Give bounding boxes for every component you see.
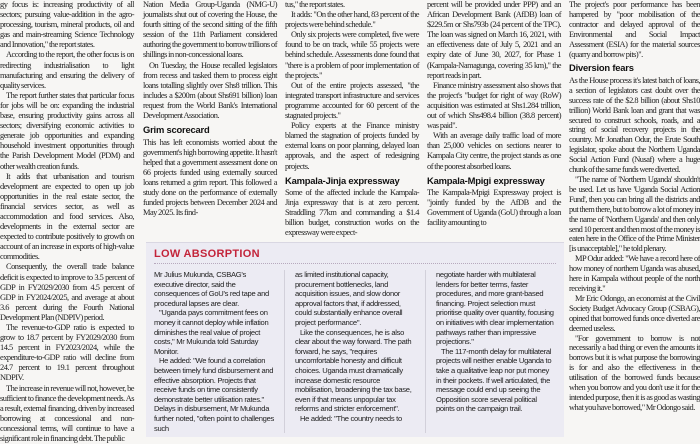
paragraph: negotiate harder with multilateral lenders for better terms, faster procedures, and more grant-based financing. Project selection must prioritise quality over quantity, focusing on initiatives with clear implementation pathways rather than impressive projections.": [436, 270, 554, 347]
paragraph: He added: "The country needs to: [300, 413, 402, 423]
sidebar-box-title: LOW ABSORPTION: [154, 248, 260, 260]
paragraph: It adds: "On the other hand, 83 percent of the projects were behind schedule.": [285, 10, 419, 30]
section-heading: Kampala-Mpigi expressway: [427, 174, 545, 186]
paragraph: The 117-month delay for multilateral projects will neither enable Uganda to take a qualitative leap nor put money in their pockets. If well articulated, the message could end up seeing the Opposition score several political points on the campaign trail.: [436, 346, 552, 414]
paragraph: gy focus is: increasing productivity of all sectors; pursuing value-addition in the agro-processing, tourism, mineral products, oil and gas and main-streaming Science Technology and Innovation," the report states.: [0, 0, 134, 50]
paragraph: "Uganda pays commitment fees on money it cannot deploy while inflation diminishes the real value of project costs," Mr Mukunda told Saturday Monitor.: [154, 308, 269, 356]
paragraph: Some of the affected include the Kampala-Jinja expressway that is at zero percent. Straddling 77km and commanding a $1.4 billion budget, construction works on the expressway were expect-: [285, 188, 419, 238]
article-column-5: [569, 0, 700, 413]
paragraph: Finance ministry assessment also shows that the project's "budget for right of way (RoW) acquisition was estimated at Shs1.284 trillion, out of which Shs498.4 billion (38.8 percent) was paid".: [427, 80, 561, 131]
paragraph: According to the report, the other focus is on redirecting industrialisation to light manufacturing and ensuring the delivery of quality services.: [0, 50, 134, 90]
paragraph: The report further states that particular focus for jobs will be on: expanding the industrial base, ensuring productivity gains across all sectors; diversifying economic activities to generate job opportunities and expanding household investment opportunities through the Parish Development Model (PDM) and other wealth creation funds.: [0, 90, 134, 171]
paragraph: Only six projects were completed, five were found to be on track, while 55 projects were behind schedule. Assessments done found that "there is a problem of poor implementation of the projects.": [285, 30, 419, 80]
paragraph: "The name of 'Northern Uganda' shouldn't be used. Let us have 'Uganda Social Action Fund', then you can bring all the districts and put them there, but to borrow a lot of money in the name of 'Northern Uganda' and then only send 10 percent and then most of the money is eaten here in the Office of the Prime Minister [is unacceptable]," he told plenary.: [569, 175, 700, 254]
section-heading: Grim scorecard: [143, 124, 210, 136]
paragraph: The increase in revenue will not, however, be sufficient to finance the development needs. As a result, external financing, driven by increased borrowing at concessional and non-concessional terms, will continue to have a significant role in financing debt. The public: [0, 383, 134, 444]
section-heading: Diversion fears: [569, 62, 634, 74]
sidebar-box-column-2: [295, 270, 415, 433]
section-heading: Kampala-Jinja expressway: [285, 174, 400, 186]
paragraph: "For government to borrow is not necessarily a bad thing or even the amounts it borrows but it is what purpose the borrowing is for and also the effectiveness in the utilisation of the borrowed funds because when you borrow and you don't use it for the intended purpose, then it is as good as wasting what you have borrowed," Mr Odongo said.: [569, 333, 700, 412]
column-divider: [425, 270, 426, 433]
paragraph: The project's poor performance has been hampered by "poor mobilisation of the contractor and delayed approval of the Environmental and Social Impact Assessment (ESIA) for the material sources (quarry and borrow pits)".: [569, 0, 700, 59]
paragraph: Out of the entire projects assessed, "the integrated transport infrastructure and services programme accounted for 60 percent of the stagnated projects.": [285, 80, 419, 121]
article-column-1: [0, 0, 134, 444]
dotted-divider: [154, 263, 556, 264]
paragraph: percent will be provided under PPP) and an African Development Bank (AfDB) loan of $229.5m or Shs793b (24 percent of the TPC). The loan was signed on March 16, 2021, with an effectiveness date of July 5, 2021 and an expiry date of June 30, 2027, for Phase 1 (Kampala-Namagunga, covering 35 km)," the report reads in part.: [427, 0, 561, 80]
paragraph: Mr Julius Mukunda, CSBAG's executive director, said the consequences of GoU's red tape and procedural lapses are clear.: [154, 270, 269, 308]
paragraph: It adds that urbanisation and tourism development are expected to open up job opportunities in the real estate sector, the financial services sector, as well as accommodation and food services. Also, developments in the external sector are expected to contribute positively to growth on account of an increase in exports of high-value commodities.: [0, 171, 134, 262]
paragraph: Like the consequences, he is also clear about the way forward. The path forward, he says, "requires uncomfortable honesty and difficult choices. Uganda must dramatically increase domestic resource mobilisation, broadening the tax base, even if that means unpopular tax reforms and stricter enforcement".: [295, 327, 412, 414]
sidebar-box-column-1: [154, 270, 274, 433]
sidebar-box-column-3: [436, 270, 556, 433]
paragraph: The Kampala-Mpigi Expressway project is "jointly funded by the AfDB and the Government of Uganda (GoU) through a loan facility amounting to: [427, 188, 561, 228]
article-column-4: [427, 0, 561, 228]
paragraph: With an average daily traffic load of more than 25,000 vehicles on sections nearer to Kampala City centre, the project stands as one of the poorest absorbed loans.: [427, 131, 561, 171]
paragraph: Policy experts at the Finance ministry blamed the stagnation of projects funded by external loans on poor planning, delayed loan approvals, and the aspect of redesigning projects.: [285, 121, 419, 171]
paragraph: MP Odur added: "We have a record here of how money of northern Uganda was abused, here in Kampala without people of the north receiving it.": [569, 254, 700, 293]
column-divider: [284, 270, 285, 433]
article-column-2: [143, 0, 277, 218]
paragraph: as limited institutional capacity, procurement bottlenecks, land acquisition issues, and slow donor approval factors that, if addressed, could substantially enhance overall project performance".: [295, 270, 403, 327]
article-column-3: [285, 0, 419, 239]
paragraph: The revenue-to-GDP ratio is expected to grow to 18.7 percent by FY2029/2030 from 14.5 percent in FY2023/2024, while the expenditure-to-GDP ratio will decline from 24.7 percent to 19.1 percent throughout NDPIV.: [0, 323, 134, 383]
sidebar-box-body: [146, 270, 564, 433]
paragraph: On Tuesday, the House recalled legislators from recess and tasked them to process eight loans totalling slightly over Shs8 trillion. This includes a $200m (about Shs691 billion) loan request from the World Bank's International Development Association.: [143, 60, 277, 121]
paragraph: Consequently, the overall trade balance deficit is expected to improve to 3.5 percent of GDP in FY2029/2030 from 4.5 percent of GDP in FY2024/2025, and average at about 3.6 percent during the Fourth National Development Plan (NDPIV) period.: [0, 262, 134, 322]
paragraph: This has left economists worried about the government's high borrowing appetite. It hasn't helped that a government assessment done on 66 projects funded using externally sourced loans returned a grim report. This followed a study done on the performance of externally funded projects between December 2024 and May 2025. Its find-: [143, 137, 277, 218]
paragraph: As the House process it's latest batch of loans, a section of legislators cast doubt over the success rate of the $2.8 billion (about Shs10 trillion) World Bank loan and grant that was secured to construct schools, roads, and a string of social recovery projects in the country. Mr Jonathan Odur, the Erute South legislator, spoke about the Northern Uganda Social Action Fund (Nusaf) where a huge chunk of the same funds were diverted.: [569, 75, 700, 175]
paragraph: Nation Media Group-Uganda (NMG-U) journalists shut out of covering the House, the fourth sitting of the second sitting of the fifth session of the 11th Parliament considered authoring the government to borrow trillions of shillings in non-concessional loans.: [143, 0, 277, 60]
paragraph: He added: "We found a correlation between timely fund disbursement and effective absorption. Projects that receive funds on time consistently demonstrate better utilisation rates." Delays in disbursement, Mr Mukunda further noted, "often point to challenges such: [154, 356, 275, 433]
paragraph: tus," the report states.: [285, 0, 345, 9]
paragraph: Mr Eric Odongo, an economist at the Civil Society Budget Advocacy Group (CSBAG), opined that borrowed funds once diverted are deemed useless.: [569, 293, 700, 333]
low-absorption-sidebar-box: [146, 242, 564, 437]
